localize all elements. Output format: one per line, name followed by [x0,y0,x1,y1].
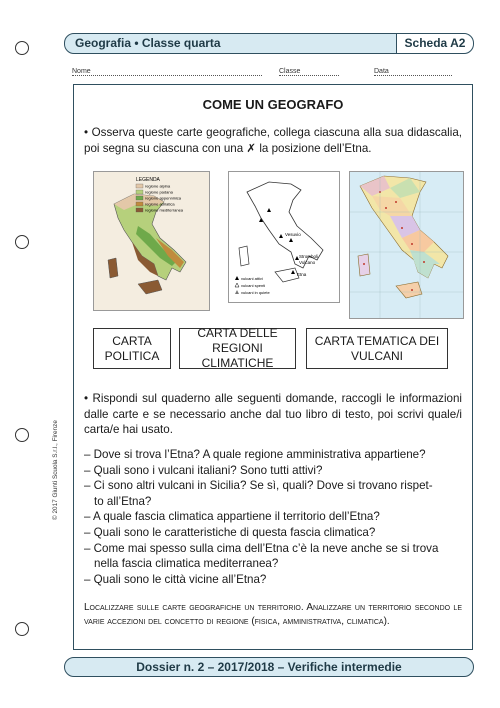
question-line: – Quali sono i vulcani italiani? Sono tutti attivi? [84,463,323,477]
question-line: – A quale fascia climatica appartiene il territorio dell’Etna? [84,510,380,524]
volcano-label: Stromboli [299,254,319,259]
political-map [349,171,464,319]
header-bar [64,33,474,54]
name-field[interactable] [72,68,262,76]
climate-map [93,171,210,311]
volcano-legend-item: vulcani attivi [241,276,263,281]
question-line: – Ci sono altri vulcani in Sicilia? Se sì, quali? Dove si trovano rispet- [84,479,433,493]
caption-climate[interactable]: CARTA DELLE REGIONI CLIMATICHE [179,328,296,369]
political-map-image [350,172,463,318]
exercise-frame [73,84,473,650]
page-title: COME UN GEOGRAFO [202,97,344,112]
header-subject: Geografia • Classe quarta [75,36,221,50]
caption-volcano[interactable]: CARTA TEMATICA DEI VULCANI [306,328,448,369]
instruction-2: • Rispondi sul quaderno alle seguenti domande, raccogli le informazioni dalle carte e se necessario anche dal tuo libro di testo, poi scrivi quale/i carta/e hai usato. [84,392,462,436]
volcano-map [228,171,340,303]
class-label: Classe [279,68,301,75]
climate-legend-item: regione adriatica [145,201,175,207]
question-line: – Quali sono le caratteristiche di questa fascia climatica? [84,525,376,539]
volcano-label: Etna [297,272,307,277]
binder-hole [15,428,29,442]
climate-legend-title: LEGENDA [136,177,160,183]
learning-objective: Localizzare sulle carte geografiche un territorio. Analizzare un territorio secondo le varie accezioni del concetto di regione (fisica, amministrativa, climatica). [84,602,462,627]
question-line: – Come mai spesso sulla cima dell’Etna c’è la neve anche se si trova [84,541,439,555]
climate-map-image [94,172,209,310]
question-line: – Quali sono le città vicine all’Etna? [84,572,267,586]
class-field[interactable] [279,68,339,76]
volcano-label: Vesuvio [285,232,301,237]
binder-hole [15,622,29,636]
volcano-legend [235,276,270,295]
question-list [84,447,462,587]
volcano-label: Vulcano [299,260,316,265]
question-line: – Dove si trova l’Etna? A quale regione amministrativa appartiene? [84,448,426,461]
instruction-1: • Osserva queste carte geografiche, collega ciascuna alla sua didascalia, poi segna su ciascuna con una ✗ la posizione dell’Etna. [84,126,462,155]
binder-hole [15,235,29,249]
footer-bar: Dossier n. 2 – 2017/2018 – Verifiche intermedie [64,657,474,677]
sheet-label: Scheda A2 [396,34,473,53]
climate-legend-item: regione alpina [145,183,171,189]
copyright-note: © 2017 Giunti Scuola S.r.l., Firenze [52,420,59,520]
volcano-map-image [229,172,339,302]
caption-political[interactable]: CARTA POLITICA [93,328,171,369]
volcano-legend-item: vulcani in quiete [241,290,270,295]
climate-legend-item: regione appenninica [145,195,182,201]
question-line: to all’Etna? [94,494,152,508]
date-label: Data [374,68,389,75]
question-line: nella fascia climatica mediterranea? [94,557,279,571]
name-label: Nome [72,68,91,75]
volcano-legend-item: vulcani spenti [241,283,266,288]
binder-hole [15,41,29,55]
climate-legend-item: regione padana [145,189,173,195]
date-field[interactable] [374,68,452,76]
climate-legend-item: regione mediterranea [145,207,184,213]
